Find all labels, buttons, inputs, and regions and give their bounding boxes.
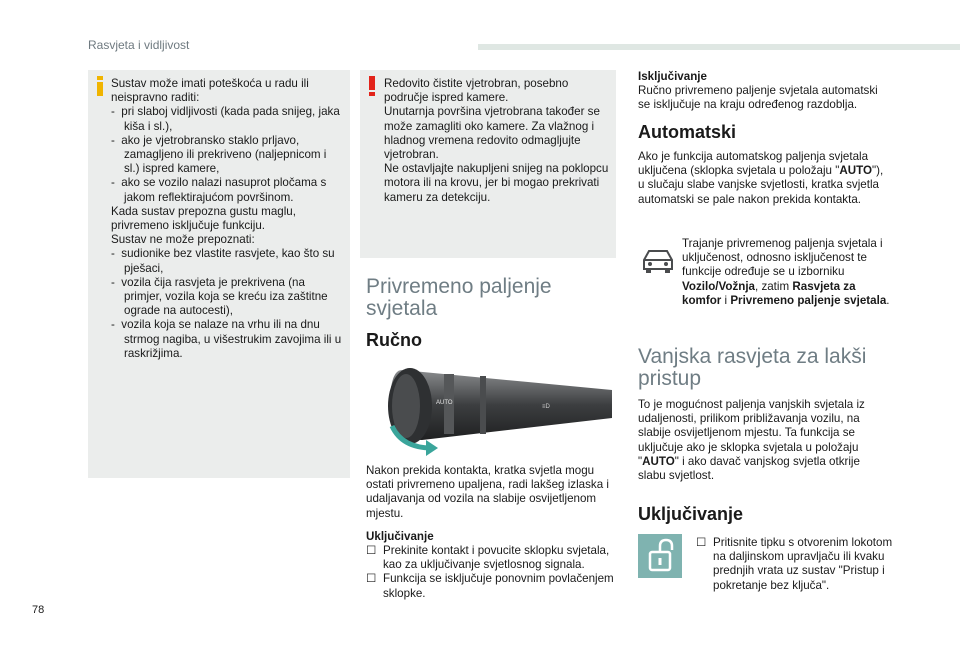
duration-text: Trajanje privremenog paljenja svjetala i uključenost, odnosno isključenost te funkcije određuje se u izborniku Vozilo/Vožnja, zatim Rasvjeta za komfor i Privremeno paljenje svjetala. — [682, 237, 890, 307]
exclamation-icon — [366, 76, 378, 96]
heading-manual: Ručno — [366, 330, 422, 350]
on-title: Uključivanje — [366, 530, 434, 543]
off-title: Isključivanje — [638, 70, 707, 83]
automatic-text: Ako je funkcija automatskog paljenja svjetala uključena (sklopka svjetala u položaju "AUTO"), u slučaju slabe vanjske svjetlosti, kratka svjetla automatski se pale nakon prekida kontakta. — [638, 150, 884, 206]
section-title: Rasvjeta i vidljivost — [88, 38, 190, 52]
heading-temporary-lighting: Privremeno paljenje svjetala — [366, 275, 552, 320]
temporary-lighting-text: Nakon prekida kontakta, kratka svjetla mogu ostati privremeno upaljena, radi lakšeg izlaska i udaljavanja od vozila na slabije osvijetljenom mjestu. — [366, 464, 609, 520]
on-step-text: ☐ Pritisnite tipku s otvorenim lokotom na daljinskom upravljaču ili kvaku prednjih vrata uz sustav "Pristup i pokretanje bez ključa". — [696, 536, 893, 592]
car-settings-icon — [640, 246, 676, 274]
warning-note-text: Redovito čistite vjetrobran, posebno područje ispred kamere. Unutarnja površina vjetrobrana također se može zamagliti oko kamere. Za vlažnog i hladnog vremena redovito odmagljujte vjetrobran. Ne ostavljajte nakupljeni snijeg na poklopcu motora ili na krovu, jer bi mogao prekrivati kameru za detekciju. — [384, 77, 609, 204]
exterior-lighting-text: To je mogućnost paljenja vanjskih svjetala iz udaljenosti, prilikom približavanja vozilu, na slabije osvijetljenom mjestu. Ta funkcija se uključuje ako je sklopka svjetala u položaju "AUTO" i ako davač vanjskog svjetla otkrije slabu svjetlost. — [638, 398, 865, 483]
info-icon — [94, 76, 106, 96]
heading-exterior-lighting: Vanjska rasvjeta za lakši pristup — [638, 345, 867, 390]
heading-on: Uključivanje — [638, 504, 744, 524]
info-note-text: Sustav može imati poteškoća u radu ili neispravno raditi: - pri slaboj vidljivosti (kada pada snijeg, jaka kiša i sl.), - ako je vjetrobransko staklo prljavo, zamagljeno ili prekriveno (naljepnicom i sl.) ispred kamere, - ako se vozilo nalazi nasuprot pločama s jakom reflektirajućom površinom. Kada sustav prepozna gustu maglu, privremeno isključuje funkciju. Sustav ne može prepoznati: - sudionike bez vlastite rasvjete, kao što su pješaci, - vozila čija rasvjeta je prekrivena (na primjer, vozila koja se kreću iza zaštitne ograde na autocesti), - vozila koja se nalaze na vrhu ili na dnu strmog nagiba, u višestrukim zavojima ili u raskrižjima. — [111, 77, 342, 360]
header-bar — [478, 44, 960, 50]
off-text: Ručno privremeno paljenje svjetala automatski se isključuje na kraju određenog razdoblja. — [638, 84, 878, 112]
heading-automatic: Automatski — [638, 122, 737, 142]
on-steps: ☐ Prekinite kontakt i povucite sklopku svjetala, kao za uključivanje svjetlosnog signala. ☐ Funkcija se isključuje ponovnim povlačenjem sklopke. — [366, 544, 614, 600]
page-number: 78 — [32, 604, 45, 616]
unlock-icon — [638, 534, 682, 578]
light-stalk-illustration — [362, 356, 614, 458]
svg-text:≡D: ≡D — [542, 404, 550, 410]
stalk-auto-label: AUTO — [436, 400, 453, 406]
